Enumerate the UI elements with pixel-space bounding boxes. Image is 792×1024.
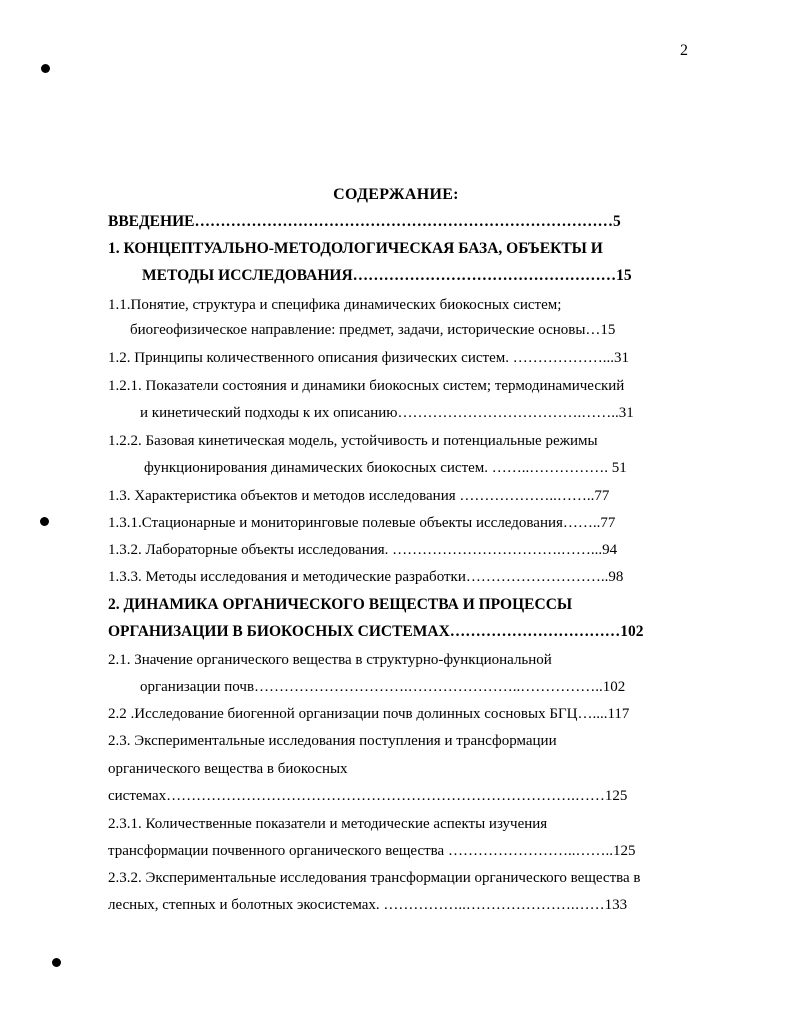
toc-entry-2-1-cont: организации почв………………………….…………………..……………..102 [140,679,626,695]
page-number: 2 [680,42,688,59]
toc-entry-1-1-cont: биогеофизическое направление: предмет, задачи, исторические основы…15 [130,322,616,338]
toc-entry-chapter-1: 1. КОНЦЕПТУАЛЬНО-МЕТОДОЛОГИЧЕСКАЯ БАЗА, ОБЪЕКТЫ И [108,240,603,257]
toc-entry-1-3-2: 1.3.2. Лабораторные объекты исследования. …………………………….……...94 [108,542,618,558]
toc-entry-chapter-2: 2. ДИНАМИКА ОРГАНИЧЕСКОГО ВЕЩЕСТВА И ПРОЦЕССЫ [108,596,573,613]
toc-title: СОДЕРЖАНИЕ: [333,186,459,203]
toc-entry-chapter-1-cont: МЕТОДЫ ИССЛЕДОВАНИЯ……………………………………………15 [142,267,632,284]
toc-entry-2-3-1-cont: трансформации почвенного органического вещества ……………………..……..125 [108,843,636,859]
toc-entry-2-2: 2.2 .Исследование биогенной организации почв долинных сосновых БГЦ…....117 [108,706,630,722]
toc-entry-1-2-2-cont: функционирования динамических биокосных систем. ……..……………. 51 [144,460,627,476]
toc-entry-1-3-3: 1.3.3. Методы исследования и методические разработки………………………..98 [108,569,624,585]
toc-entry-1-2-1-cont: и кинетический подходы к их описанию……………………………….……..31 [140,405,634,421]
toc-entry-1-2: 1.2. Принципы количественного описания физических систем. ………………...31 [108,350,629,366]
toc-entry-1-2-2: 1.2.2. Базовая кинетическая модель, устойчивость и потенциальные режимы [108,433,598,449]
toc-entry-2-3-2-cont: лесных, степных и болотных экосистемах. ……………..………………….……133 [108,897,628,913]
toc-entry-introduction: ВВЕДЕНИЕ………………………………………………………………………5 [108,213,621,230]
toc-entry-1-3: 1.3. Характеристика объектов и методов исследования ………………..……..77 [108,488,610,504]
toc-entry-1-3-1: 1.3.1.Стационарные и мониторинговые полевые объекты исследования……..77 [108,515,616,531]
scan-dot-middle [40,517,49,526]
toc-entry-2-3-2: 2.3.2. Экспериментальные исследования трансформации органического вещества в [108,870,641,886]
scan-dot-bottom [52,958,61,967]
toc-entry-chapter-2-cont: ОРГАНИЗАЦИИ В БИОКОСНЫХ СИСТЕМАХ……………………………102 [108,623,644,640]
toc-entry-2-3-cont-2: системах……………………………………………………………………….……125 [108,788,628,804]
toc-entry-1-1: 1.1.Понятие, структура и специфика динамических биокосных систем; [108,297,562,313]
toc-entry-2-1: 2.1. Значение органического вещества в структурно-функциональной [108,652,552,668]
toc-entry-2-3-1: 2.3.1. Количественные показатели и методические аспекты изучения [108,816,548,832]
toc-entry-1-2-1: 1.2.1. Показатели состояния и динамики биокосных систем; термодинамический [108,378,625,394]
toc-entry-2-3: 2.3. Экспериментальные исследования поступления и трансформации [108,733,557,749]
scan-dot-top [41,64,50,73]
toc-entry-2-3-cont: органического вещества в биокосных [108,761,348,777]
